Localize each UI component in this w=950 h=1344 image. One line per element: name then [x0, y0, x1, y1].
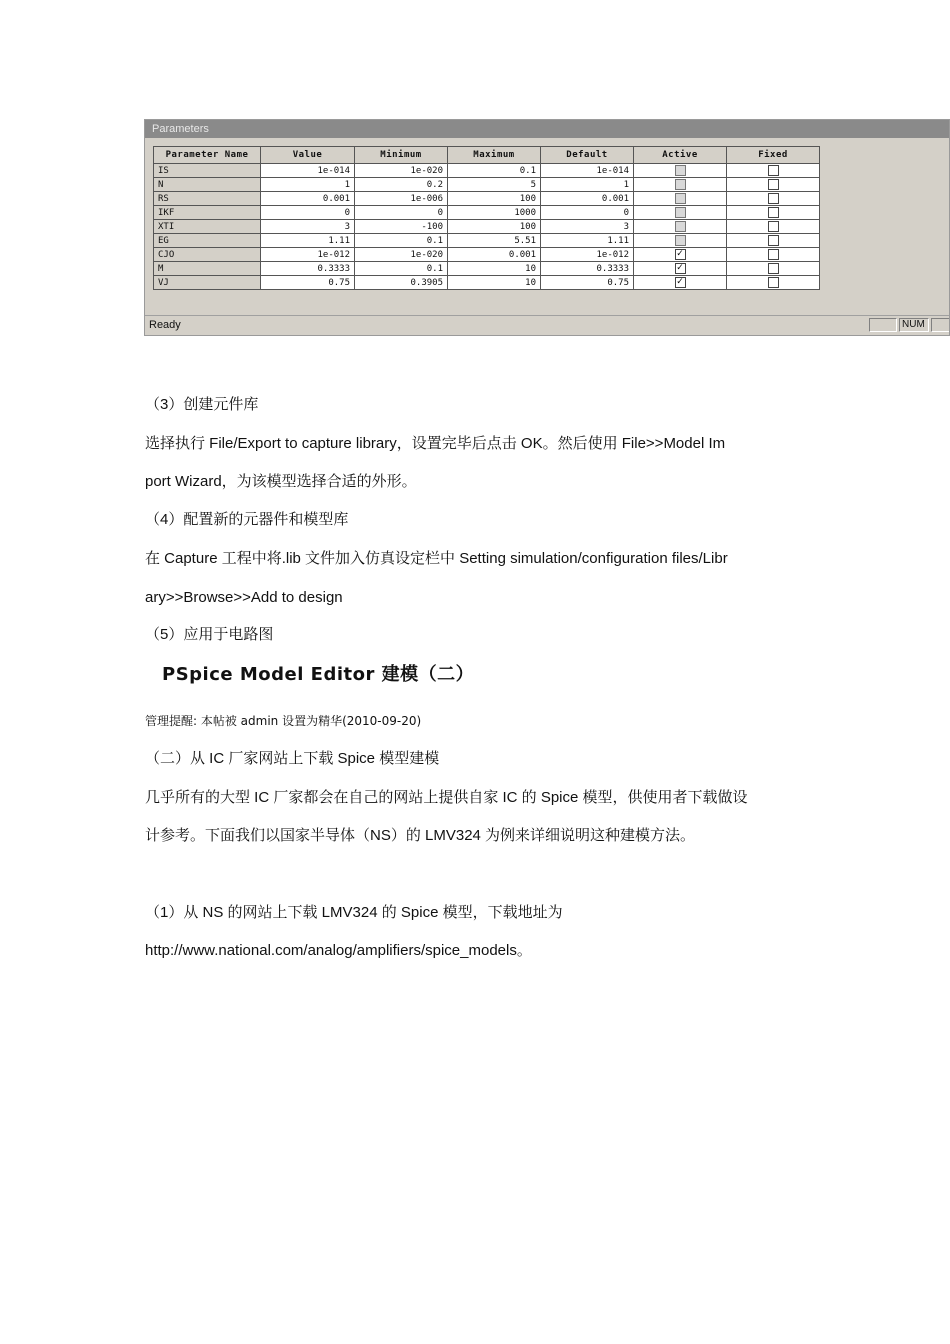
- table-row[interactable]: [154, 262, 820, 276]
- minimum-cell[interactable]: 0.3905: [355, 276, 448, 290]
- active-checkbox[interactable]: ✓: [676, 249, 684, 259]
- value-cell[interactable]: 0.3333: [261, 262, 355, 276]
- sub1-heading: （1）从 NS 的网站上下载 LMV324 的 Spice 模型，下载地址为: [145, 904, 563, 921]
- value-cell[interactable]: 1e-012: [261, 248, 355, 262]
- default-cell[interactable]: 0.001: [541, 192, 634, 206]
- default-cell[interactable]: 1e-012: [541, 248, 634, 262]
- fixed-cell: [727, 220, 820, 234]
- value-cell[interactable]: 0.75: [261, 276, 355, 290]
- maximum-cell[interactable]: 5.51: [448, 234, 541, 248]
- maximum-cell[interactable]: 5: [448, 178, 541, 192]
- col-active[interactable]: Active: [634, 147, 727, 164]
- fixed-checkbox[interactable]: [768, 263, 779, 274]
- default-cell[interactable]: 0.3333: [541, 262, 634, 276]
- parameters-window: [144, 119, 950, 336]
- fixed-cell: [727, 164, 820, 178]
- value-cell[interactable]: 1: [261, 178, 355, 192]
- minimum-cell[interactable]: 0: [355, 206, 448, 220]
- fixed-checkbox[interactable]: [768, 193, 779, 204]
- table-row[interactable]: [154, 276, 820, 290]
- table-header-row: [154, 147, 820, 164]
- fixed-cell: [727, 262, 820, 276]
- step3-line2: port Wizard，为该模型选择合适的外形。: [145, 473, 417, 490]
- value-cell[interactable]: 0: [261, 206, 355, 220]
- maximum-cell[interactable]: 100: [448, 220, 541, 234]
- status-pane-empty: [869, 318, 897, 332]
- default-cell[interactable]: 0: [541, 206, 634, 220]
- col-minimum[interactable]: Minimum: [355, 147, 448, 164]
- default-cell[interactable]: 3: [541, 220, 634, 234]
- table-row[interactable]: [154, 178, 820, 192]
- download-url[interactable]: http://www.national.com/analog/amplifiers/spice_models。: [145, 942, 532, 959]
- maximum-cell[interactable]: 0.001: [448, 248, 541, 262]
- active-cell: [634, 248, 727, 262]
- active-cell: [634, 206, 727, 220]
- table-row[interactable]: [154, 164, 820, 178]
- minimum-cell[interactable]: 0.1: [355, 262, 448, 276]
- parameters-table: [153, 146, 820, 290]
- default-cell[interactable]: 0.75: [541, 276, 634, 290]
- parameter-name-cell[interactable]: M: [154, 262, 261, 276]
- minimum-cell[interactable]: 0.1: [355, 234, 448, 248]
- value-cell[interactable]: 0.001: [261, 192, 355, 206]
- parameter-name-cell[interactable]: RS: [154, 192, 261, 206]
- status-bar: [145, 315, 949, 335]
- active-cell: [634, 276, 727, 290]
- section2-line2: 计参考。下面我们以国家半导体（NS）的 LMV324 为例来详细说明这种建模方法。: [145, 827, 696, 844]
- parameter-name-cell[interactable]: IKF: [154, 206, 261, 220]
- fixed-checkbox[interactable]: [768, 235, 779, 246]
- maximum-cell[interactable]: 10: [448, 276, 541, 290]
- active-checkbox[interactable]: [675, 193, 686, 204]
- active-checkbox[interactable]: [675, 235, 686, 246]
- active-checkbox[interactable]: [675, 221, 686, 232]
- active-cell: [634, 220, 727, 234]
- col-fixed[interactable]: Fixed: [727, 147, 820, 164]
- maximum-cell[interactable]: 10: [448, 262, 541, 276]
- parameter-name-cell[interactable]: EG: [154, 234, 261, 248]
- active-cell: [634, 178, 727, 192]
- fixed-cell: [727, 192, 820, 206]
- col-maximum[interactable]: Maximum: [448, 147, 541, 164]
- default-cell[interactable]: 1.11: [541, 234, 634, 248]
- parameters-grid-area: [145, 138, 949, 310]
- table-row[interactable]: [154, 234, 820, 248]
- step4-line1: 在 Capture 工程中将.lib 文件加入仿真设定栏中 Setting simulation/configuration files/Libr: [145, 550, 728, 567]
- minimum-cell[interactable]: 1e-020: [355, 248, 448, 262]
- parameter-name-cell[interactable]: N: [154, 178, 261, 192]
- active-cell: [634, 234, 727, 248]
- fixed-cell: [727, 178, 820, 192]
- minimum-cell[interactable]: 1e-006: [355, 192, 448, 206]
- fixed-cell: [727, 234, 820, 248]
- value-cell[interactable]: 3: [261, 220, 355, 234]
- status-pane-extra: [931, 318, 950, 332]
- default-cell[interactable]: 1: [541, 178, 634, 192]
- fixed-checkbox[interactable]: [768, 249, 779, 260]
- admin-note: 管理提醒: 本帖被 admin 设置为精华(2010-09-20): [145, 714, 422, 728]
- fixed-cell: [727, 276, 820, 290]
- window-title: Parameters: [145, 120, 949, 138]
- fixed-checkbox[interactable]: [768, 179, 779, 190]
- section2-heading: （二）从 IC 厂家网站上下载 Spice 模型建模: [145, 750, 440, 767]
- maximum-cell[interactable]: 0.1: [448, 164, 541, 178]
- parameter-name-cell[interactable]: IS: [154, 164, 261, 178]
- active-cell: [634, 192, 727, 206]
- value-cell[interactable]: 1e-014: [261, 164, 355, 178]
- fixed-checkbox[interactable]: [768, 165, 779, 176]
- active-cell: [634, 262, 727, 276]
- active-checkbox[interactable]: [675, 179, 686, 190]
- step3-line1: 选择执行 File/Export to capture library，设置完毕后点击 OK。然后使用 File>>Model Im: [145, 435, 726, 452]
- fixed-cell: [727, 248, 820, 262]
- table-row[interactable]: [154, 206, 820, 220]
- maximum-cell[interactable]: 100: [448, 192, 541, 206]
- col-value[interactable]: Value: [261, 147, 355, 164]
- fixed-checkbox[interactable]: [768, 277, 779, 288]
- parameter-name-cell[interactable]: CJO: [154, 248, 261, 262]
- table-row[interactable]: [154, 220, 820, 234]
- value-cell[interactable]: 1.11: [261, 234, 355, 248]
- step4-line2: ary>>Browse>>Add to design: [145, 589, 343, 606]
- active-checkbox[interactable]: ✓: [676, 263, 684, 273]
- parameter-name-cell[interactable]: XTI: [154, 220, 261, 234]
- minimum-cell[interactable]: 1e-020: [355, 164, 448, 178]
- col-parameter-name[interactable]: Parameter Name: [154, 147, 261, 164]
- minimum-cell[interactable]: 0.2: [355, 178, 448, 192]
- maximum-cell[interactable]: 1000: [448, 206, 541, 220]
- active-checkbox[interactable]: ✓: [676, 277, 684, 287]
- parameter-name-cell[interactable]: VJ: [154, 276, 261, 290]
- step5-heading: （5）应用于电路图: [145, 626, 274, 643]
- status-num-indicator: NUM: [899, 318, 929, 332]
- default-cell[interactable]: 1e-014: [541, 164, 634, 178]
- section2-line1: 几乎所有的大型 IC 厂家都会在自己的网站上提供自家 IC 的 Spice 模型，供使用者下载做设: [145, 789, 748, 806]
- fixed-checkbox[interactable]: [768, 221, 779, 232]
- minimum-cell[interactable]: -100: [355, 220, 448, 234]
- fixed-cell: [727, 206, 820, 220]
- col-default[interactable]: Default: [541, 147, 634, 164]
- status-ready-text: Ready: [149, 319, 181, 331]
- fixed-checkbox[interactable]: [768, 207, 779, 218]
- step3-heading: （3）创建元件库: [145, 396, 259, 413]
- active-checkbox[interactable]: [675, 207, 686, 218]
- article-title: PSpice Model Editor 建模（二）: [162, 664, 475, 685]
- active-cell: [634, 164, 727, 178]
- table-row[interactable]: [154, 192, 820, 206]
- step4-heading: （4）配置新的元器件和模型库: [145, 511, 349, 528]
- table-row[interactable]: [154, 248, 820, 262]
- active-checkbox[interactable]: [675, 165, 686, 176]
